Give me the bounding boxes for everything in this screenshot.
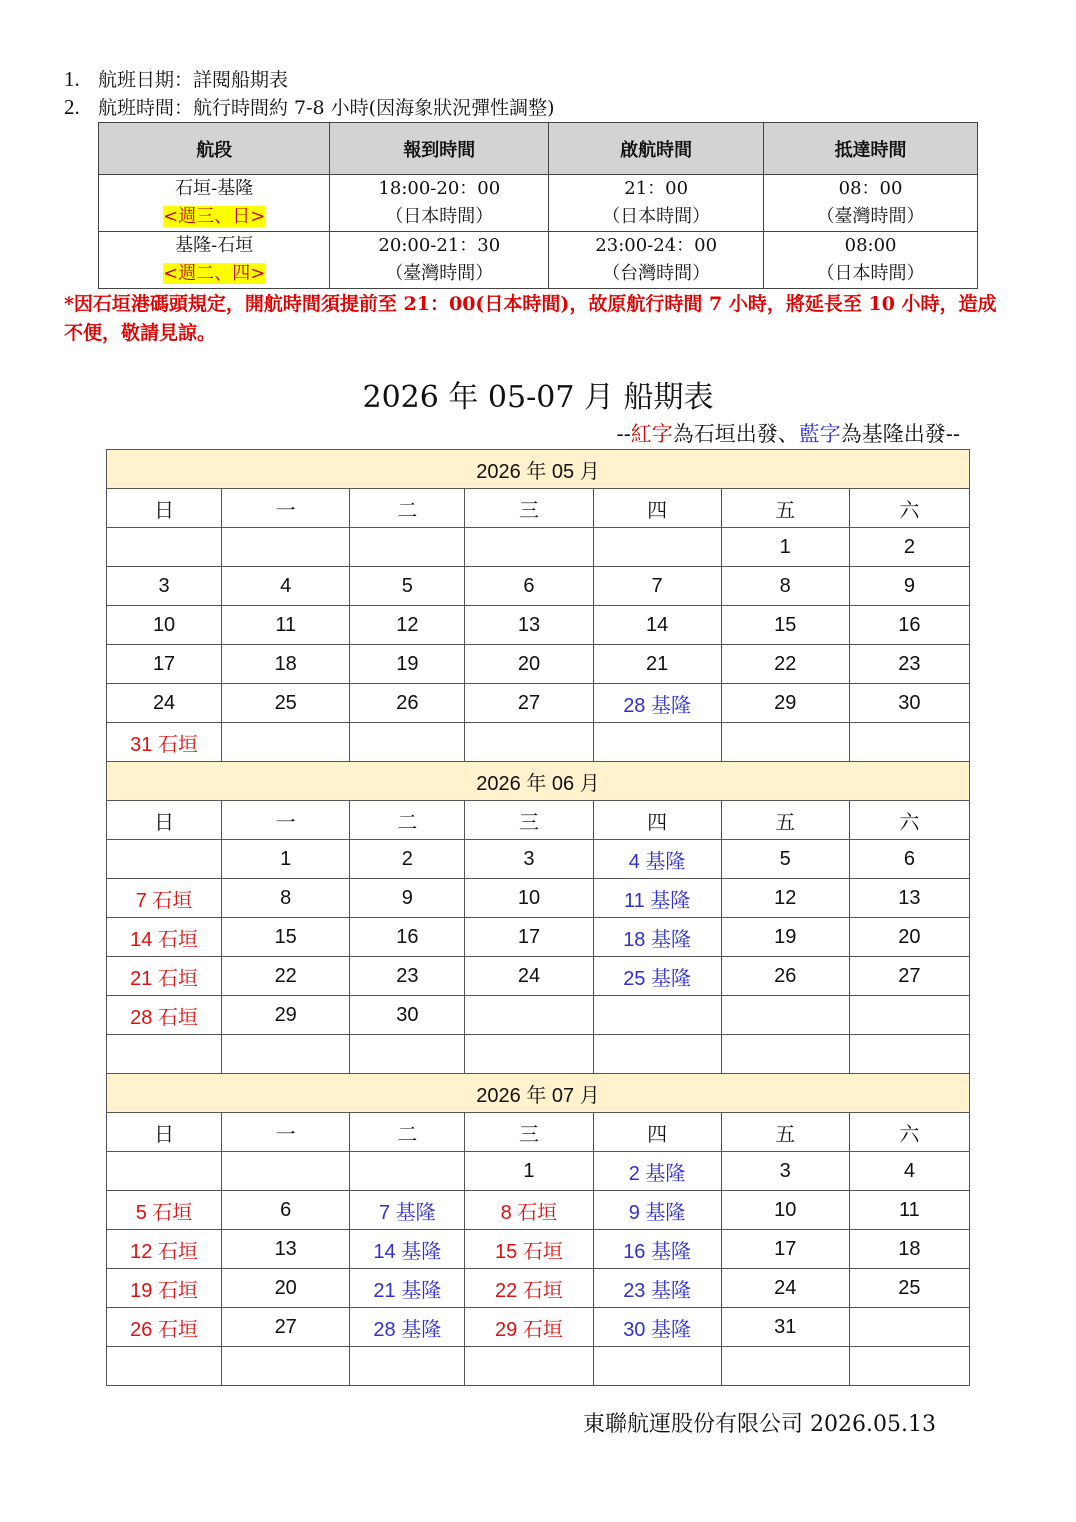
weekday-label: 四 xyxy=(593,1113,721,1152)
day-cell: 20 xyxy=(849,918,969,957)
week-row xyxy=(107,957,970,996)
depart-time: 21：00 xyxy=(624,178,689,199)
month-header-row xyxy=(107,450,970,489)
table-header-row xyxy=(99,123,978,175)
day-cell xyxy=(849,1347,969,1386)
day-cell xyxy=(721,723,849,762)
day-cell: 12 xyxy=(350,606,465,645)
weekday-label: 一 xyxy=(222,489,350,528)
legend-prefix: -- xyxy=(616,422,631,446)
checkin-timezone: （日本時間） xyxy=(385,206,494,227)
weekday-label: 四 xyxy=(593,489,721,528)
week-row xyxy=(107,1269,970,1308)
day-cell xyxy=(107,1152,222,1191)
footer-company-date: 東聯航運股份有限公司 2026.05.13 xyxy=(583,1412,936,1437)
day-cell: 14 石垣 xyxy=(107,918,222,957)
day-cell xyxy=(350,1347,465,1386)
day-cell: 21 xyxy=(593,645,721,684)
week-row xyxy=(107,1191,970,1230)
arrive-time: 08：00 xyxy=(838,178,903,199)
day-cell xyxy=(465,1035,593,1074)
week-row xyxy=(107,528,970,567)
day-cell xyxy=(222,1152,350,1191)
day-cell: 28 基隆 xyxy=(350,1308,465,1347)
week-row xyxy=(107,1152,970,1191)
weekday-label: 一 xyxy=(222,801,350,840)
day-cell: 18 基隆 xyxy=(593,918,721,957)
month-title: 2026 年 07 月 xyxy=(107,1074,970,1113)
weekday-label: 日 xyxy=(107,1113,222,1152)
weekday-label: 五 xyxy=(721,1113,849,1152)
day-cell: 22 石垣 xyxy=(465,1269,593,1308)
day-cell: 20 xyxy=(465,645,593,684)
day-cell xyxy=(849,1035,969,1074)
month-title: 2026 年 05 月 xyxy=(107,450,970,489)
day-cell: 3 xyxy=(465,840,593,879)
month-header-row xyxy=(107,1074,970,1113)
day-cell xyxy=(593,723,721,762)
day-cell: 1 xyxy=(721,528,849,567)
day-cell xyxy=(593,996,721,1035)
day-cell xyxy=(849,1308,969,1347)
week-row xyxy=(107,1308,970,1347)
arrive-cell xyxy=(764,232,978,289)
day-cell xyxy=(350,1035,465,1074)
day-cell: 4 基隆 xyxy=(593,840,721,879)
day-cell: 9 基隆 xyxy=(593,1191,721,1230)
day-cell xyxy=(107,528,222,567)
day-cell: 5 石垣 xyxy=(107,1191,222,1230)
day-cell: 24 xyxy=(465,957,593,996)
weekday-label: 二 xyxy=(350,1113,465,1152)
day-cell: 17 xyxy=(721,1230,849,1269)
weekday-label: 一 xyxy=(222,1113,350,1152)
day-cell: 6 xyxy=(465,567,593,606)
route-days: <週二、四> xyxy=(163,263,266,284)
day-cell: 23 xyxy=(350,957,465,996)
day-cell: 28 石垣 xyxy=(107,996,222,1035)
day-cell xyxy=(593,528,721,567)
route-name: 石垣-基隆 xyxy=(175,178,254,199)
day-cell: 30 xyxy=(350,996,465,1035)
day-cell: 5 xyxy=(721,840,849,879)
day-cell: 25 xyxy=(849,1269,969,1308)
week-row xyxy=(107,645,970,684)
weekday-label: 六 xyxy=(849,1113,969,1152)
note-item xyxy=(64,66,555,94)
day-cell: 14 xyxy=(593,606,721,645)
sailing-calendar xyxy=(106,449,970,1386)
day-cell xyxy=(222,1347,350,1386)
day-cell xyxy=(222,1035,350,1074)
day-cell: 21 石垣 xyxy=(107,957,222,996)
week-row xyxy=(107,879,970,918)
day-cell: 11 xyxy=(849,1191,969,1230)
day-cell: 15 xyxy=(721,606,849,645)
day-cell: 29 xyxy=(222,996,350,1035)
day-cell xyxy=(350,1152,465,1191)
day-cell: 25 xyxy=(222,684,350,723)
route-cell xyxy=(99,175,330,232)
header-depart: 啟航時間 xyxy=(549,123,764,175)
day-cell: 11 xyxy=(222,606,350,645)
day-cell xyxy=(849,996,969,1035)
day-cell xyxy=(721,1347,849,1386)
arrive-cell xyxy=(764,175,978,232)
week-row xyxy=(107,1230,970,1269)
weekday-label: 二 xyxy=(350,489,465,528)
weekday-label: 日 xyxy=(107,801,222,840)
day-cell xyxy=(849,723,969,762)
day-cell: 26 xyxy=(350,684,465,723)
day-cell: 9 xyxy=(350,879,465,918)
day-cell: 26 xyxy=(721,957,849,996)
note-item xyxy=(64,94,555,122)
day-cell: 3 xyxy=(721,1152,849,1191)
day-cell: 2 xyxy=(849,528,969,567)
weekday-label: 四 xyxy=(593,801,721,840)
day-cell: 23 基隆 xyxy=(593,1269,721,1308)
day-cell xyxy=(107,1035,222,1074)
day-cell: 2 xyxy=(350,840,465,879)
day-cell: 23 xyxy=(849,645,969,684)
week-row xyxy=(107,606,970,645)
day-cell: 13 xyxy=(222,1230,350,1269)
day-cell: 18 xyxy=(222,645,350,684)
color-legend xyxy=(617,418,960,448)
day-cell: 10 xyxy=(721,1191,849,1230)
notes xyxy=(64,66,555,122)
weekday-label: 五 xyxy=(721,489,849,528)
table-row xyxy=(99,232,978,289)
day-cell: 16 基隆 xyxy=(593,1230,721,1269)
day-cell: 13 xyxy=(849,879,969,918)
day-cell: 7 基隆 xyxy=(350,1191,465,1230)
depart-time: 23:00-24：00 xyxy=(595,235,718,256)
day-cell xyxy=(350,723,465,762)
arrive-timezone: （日本時間） xyxy=(816,263,925,284)
legend-blue-word: 藍字 xyxy=(798,422,841,446)
header-route: 航段 xyxy=(99,123,330,175)
day-cell: 7 石垣 xyxy=(107,879,222,918)
day-cell: 8 xyxy=(721,567,849,606)
day-cell xyxy=(222,723,350,762)
day-cell: 13 xyxy=(465,606,593,645)
week-row xyxy=(107,996,970,1035)
weekday-label: 六 xyxy=(849,801,969,840)
header-arrive: 抵達時間 xyxy=(764,123,978,175)
day-cell: 30 基隆 xyxy=(593,1308,721,1347)
page-title: 2026 年 05-07 月 船期表 xyxy=(362,380,714,415)
day-cell xyxy=(465,1347,593,1386)
note-text: 航班日期：詳閱船期表 xyxy=(98,69,289,91)
warning-notice: *因石垣港碼頭規定，開航時間須提前至 21：00(日本時間)，故原航行時間 7 小時，將延長至 10 小時，造成不便，敬請見諒。 xyxy=(64,293,997,344)
day-cell: 9 xyxy=(849,567,969,606)
legend-red-word: 紅字 xyxy=(630,422,673,446)
day-cell: 18 xyxy=(849,1230,969,1269)
note-text: 航班時間：航行時間約 7-8 小時(因海象狀況彈性調整) xyxy=(98,97,555,119)
header-checkin: 報到時間 xyxy=(330,123,549,175)
day-cell: 3 xyxy=(107,567,222,606)
day-cell xyxy=(465,996,593,1035)
week-row xyxy=(107,567,970,606)
day-cell xyxy=(721,1035,849,1074)
day-cell xyxy=(465,723,593,762)
month-title: 2026 年 06 月 xyxy=(107,762,970,801)
day-cell: 17 xyxy=(465,918,593,957)
checkin-cell xyxy=(330,232,549,289)
day-cell xyxy=(465,528,593,567)
day-cell: 14 基隆 xyxy=(350,1230,465,1269)
day-cell: 12 xyxy=(721,879,849,918)
day-cell xyxy=(593,1347,721,1386)
day-cell xyxy=(350,528,465,567)
day-cell: 11 基隆 xyxy=(593,879,721,918)
weekday-label: 日 xyxy=(107,489,222,528)
day-cell: 21 基隆 xyxy=(350,1269,465,1308)
weekday-label: 五 xyxy=(721,801,849,840)
day-cell: 27 xyxy=(222,1308,350,1347)
day-cell: 27 xyxy=(465,684,593,723)
day-cell: 30 xyxy=(849,684,969,723)
day-cell xyxy=(721,996,849,1035)
arrive-time: 08:00 xyxy=(844,235,897,256)
day-cell: 27 xyxy=(849,957,969,996)
day-cell: 31 xyxy=(721,1308,849,1347)
day-cell: 2 基隆 xyxy=(593,1152,721,1191)
day-cell xyxy=(107,840,222,879)
checkin-timezone: （臺灣時間） xyxy=(385,263,494,284)
week-row xyxy=(107,684,970,723)
weekday-label: 六 xyxy=(849,489,969,528)
day-cell: 16 xyxy=(350,918,465,957)
week-row xyxy=(107,1035,970,1074)
weekday-label: 二 xyxy=(350,801,465,840)
month-header-row xyxy=(107,762,970,801)
depart-timezone: （日本時間） xyxy=(602,206,711,227)
weekday-row xyxy=(107,801,970,840)
checkin-cell xyxy=(330,175,549,232)
legend-text-1: 為石垣出發、 xyxy=(672,422,799,446)
day-cell: 22 xyxy=(222,957,350,996)
day-cell: 29 石垣 xyxy=(465,1308,593,1347)
route-name: 基隆-石垣 xyxy=(175,235,254,256)
day-cell: 15 石垣 xyxy=(465,1230,593,1269)
week-row xyxy=(107,1347,970,1386)
day-cell: 22 xyxy=(721,645,849,684)
note-number: 1. xyxy=(64,67,80,91)
day-cell: 20 xyxy=(222,1269,350,1308)
depart-timezone: （台灣時間） xyxy=(602,263,711,284)
weekday-row xyxy=(107,489,970,528)
day-cell: 10 xyxy=(107,606,222,645)
day-cell: 5 xyxy=(350,567,465,606)
day-cell xyxy=(222,528,350,567)
table-row xyxy=(99,175,978,232)
day-cell: 6 xyxy=(849,840,969,879)
day-cell: 4 xyxy=(849,1152,969,1191)
sailing-time-table xyxy=(98,122,978,289)
day-cell: 19 石垣 xyxy=(107,1269,222,1308)
day-cell: 19 xyxy=(350,645,465,684)
day-cell: 17 xyxy=(107,645,222,684)
day-cell: 24 xyxy=(107,684,222,723)
checkin-time: 20:00-21：30 xyxy=(378,235,501,256)
day-cell: 16 xyxy=(849,606,969,645)
week-row xyxy=(107,723,970,762)
day-cell: 24 xyxy=(721,1269,849,1308)
day-cell xyxy=(593,1035,721,1074)
day-cell: 31 石垣 xyxy=(107,723,222,762)
day-cell: 25 基隆 xyxy=(593,957,721,996)
weekday-row xyxy=(107,1113,970,1152)
day-cell: 28 基隆 xyxy=(593,684,721,723)
checkin-time: 18:00-20：00 xyxy=(378,178,501,199)
note-number: 2. xyxy=(64,95,80,119)
day-cell: 26 石垣 xyxy=(107,1308,222,1347)
day-cell: 1 xyxy=(222,840,350,879)
week-row xyxy=(107,918,970,957)
day-cell: 4 xyxy=(222,567,350,606)
week-row xyxy=(107,840,970,879)
weekday-label: 三 xyxy=(465,1113,593,1152)
depart-cell xyxy=(549,175,764,232)
day-cell xyxy=(107,1347,222,1386)
day-cell: 7 xyxy=(593,567,721,606)
route-cell xyxy=(99,232,330,289)
day-cell: 15 xyxy=(222,918,350,957)
day-cell: 1 xyxy=(465,1152,593,1191)
day-cell: 8 xyxy=(222,879,350,918)
day-cell: 10 xyxy=(465,879,593,918)
weekday-label: 三 xyxy=(465,801,593,840)
route-days: <週三、日> xyxy=(163,206,266,227)
day-cell: 19 xyxy=(721,918,849,957)
day-cell: 29 xyxy=(721,684,849,723)
legend-text-2: 為基隆出發-- xyxy=(840,422,960,446)
day-cell: 8 石垣 xyxy=(465,1191,593,1230)
depart-cell xyxy=(549,232,764,289)
day-cell: 12 石垣 xyxy=(107,1230,222,1269)
arrive-timezone: （臺灣時間） xyxy=(816,206,925,227)
day-cell: 6 xyxy=(222,1191,350,1230)
weekday-label: 三 xyxy=(465,489,593,528)
